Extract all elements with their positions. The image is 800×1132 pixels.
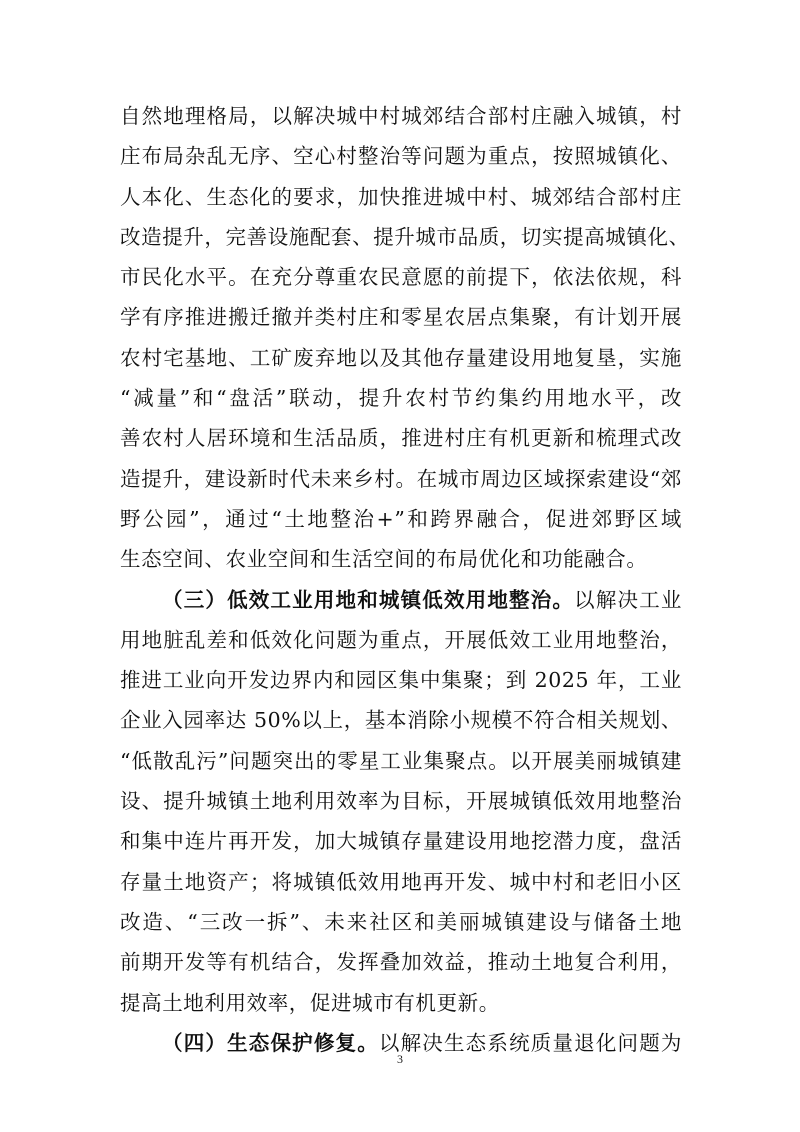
- text-line: 造提升，建设新时代未来乡村。在城市周边区域探索建设“郊: [120, 466, 682, 491]
- text-line: 存量土地资产；将城镇低效用地再开发、城中村和老旧小区: [120, 869, 682, 894]
- text-line: 市民化水平。在充分尊重农民意愿的前提下，依法依规，科: [120, 265, 682, 290]
- text-line: 企业入园率达 50%以上，基本消除小规模不符合相关规划、: [120, 708, 682, 733]
- text-line: 推进工业向开发边界内和园区集中集聚；到 2025 年，工业: [120, 668, 682, 693]
- text-line: “低散乱污”问题突出的零星工业集聚点。以开展美丽城镇建: [120, 748, 682, 773]
- text-line: 设、提升城镇土地利用效率为目标，开展城镇低效用地整治: [120, 789, 682, 814]
- text-line: 用地脏乱差和低效化问题为重点，开展低效工业用地整治，: [120, 627, 682, 652]
- text-line: 善农村人居环境和生活品质，推进村庄有机更新和梳理式改: [120, 426, 682, 451]
- text-line: 改造、“三改一拆”、未来社区和美丽城镇建设与储备土地: [120, 909, 682, 934]
- paragraph-village-renovation: [120, 96, 690, 580]
- text-line: 农村宅基地、工矿废弃地以及其他存量建设用地复垦，实施: [120, 345, 682, 370]
- text-line: 人本化、生态化的要求，加快推进城中村、城郊结合部村庄: [120, 184, 682, 209]
- text-line: 前期开发等有机结合，发挥叠加效益，推动土地复合利用，: [120, 950, 682, 975]
- heading-continuation: 以解决生态系统质量退化问题为: [378, 1030, 683, 1055]
- section-heading: （四）生态保护修复。: [162, 1030, 379, 1055]
- text-line: 生态空间、农业空间和生活空间的布局优化和功能融合。: [120, 547, 648, 572]
- heading-continuation: 以解决工业: [574, 587, 683, 612]
- section-heading: （三）低效工业用地和城镇低效用地整治。: [162, 587, 575, 612]
- text-line: “减量”和“盘活”联动，提升农村节约集约用地水平，改: [120, 386, 682, 411]
- section-heading-line: [120, 580, 682, 620]
- text-line: 自然地理格局，以解决城中村城郊结合部村庄融入城镇，村: [120, 104, 682, 128]
- text-line: 改造提升，完善设施配套、提升城市品质，切实提高城镇化、: [120, 224, 690, 249]
- text-line: 和集中连片再开发，加大城镇存量建设用地挖潜力度，盘活: [120, 829, 682, 854]
- document-page: [120, 96, 690, 1063]
- paragraph-section-3: [120, 580, 682, 1023]
- text-line: 野公园”，通过“土地整治+”和跨界融合，促进郊野区域: [120, 506, 682, 531]
- text-line: 庄布局杂乱无序、空心村整治等问题为重点，按照城镇化、: [120, 144, 682, 169]
- page-number: 3: [397, 1052, 403, 1066]
- text-line: 学有序推进搬迁撤并类村庄和零星农居点集聚，有计划开展: [120, 305, 682, 330]
- text-line: 提高土地利用效率，促进城市有机更新。: [120, 990, 500, 1015]
